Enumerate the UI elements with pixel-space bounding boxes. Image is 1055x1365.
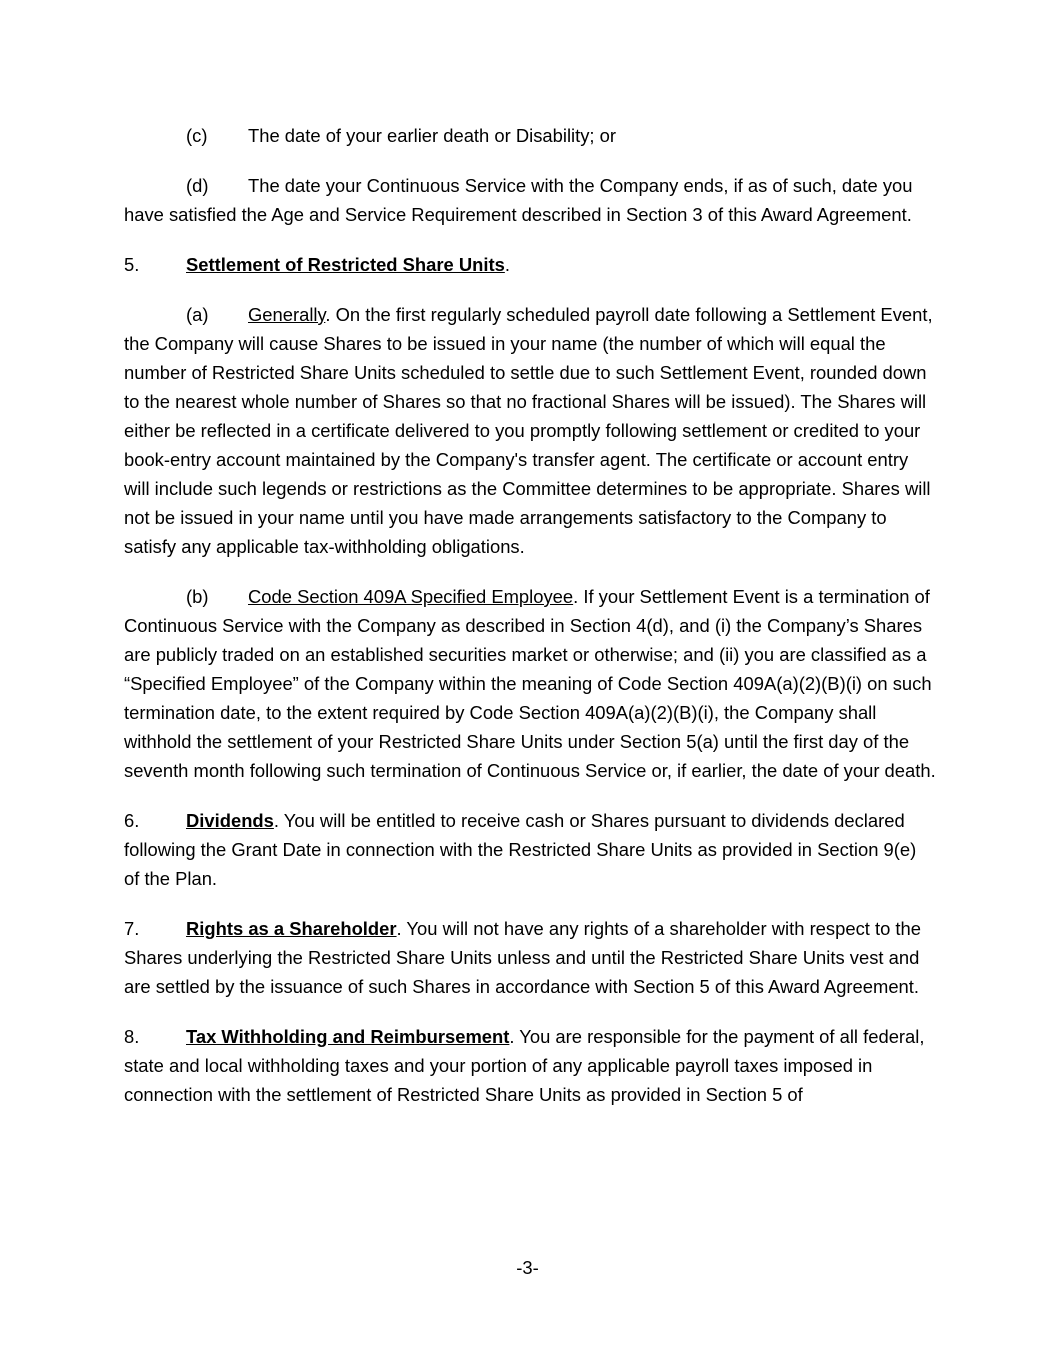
paragraph-text: The date your Continuous Service with the Company ends, if as of such, date you have satisfied the Age and Service Requirement described in Section 3 of this Award Agreement. — [124, 175, 913, 225]
paragraph-heading: Code Section 409A Specified Employee — [248, 586, 574, 607]
section-number: 7. — [124, 918, 140, 939]
section-heading: Dividends — [186, 810, 274, 831]
section-heading-period: . — [504, 254, 510, 275]
section-heading: Rights as a Shareholder — [186, 918, 397, 939]
paragraph-text: . If your Settlement Event is a termination of Continuous Service with the Company as described in Section 4(d), and (i) the Company’s Shares are publicly traded on an established securities market or otherwise; and (ii) you are classified as a “Specified Employee” of the Company within the meaning of Code Section 409A(a)(2)(B)(i) on such termination date, to the extent required by Code Section 409A(a)(2)(B)(i), the Company shall withhold the settlement of your Restricted Share Units under Section 5(a) until the first day of the seventh month following such termination of Continuous Service or, if earlier, the date of your death. — [124, 586, 936, 781]
paragraph-5a — [124, 300, 936, 561]
section-number: 6. — [124, 810, 140, 831]
paragraph-heading: Generally — [248, 304, 326, 325]
paragraph-5b — [124, 582, 936, 785]
section-text: . You are responsible for the payment of all federal, state and local withholding taxes and your portion of any applicable payroll taxes imposed in connection with the settlement of Restricted Share Units as provided in Section 5 of — [124, 1026, 925, 1105]
section-5-heading — [124, 250, 936, 279]
paragraph-4c — [124, 121, 936, 150]
section-6 — [124, 806, 936, 893]
paragraph-4d — [124, 171, 936, 229]
section-heading: Tax Withholding and Reimbursement — [186, 1026, 510, 1047]
document-body — [124, 121, 936, 1130]
section-8 — [124, 1022, 936, 1109]
paragraph-text: . On the first regularly scheduled payroll date following a Settlement Event, the Company will cause Shares to be issued in your name (the number of which will equal the number of Restricted Share Units scheduled to settle due to such Settlement Event, rounded down to the nearest whole number of Shares so that no fractional Shares will be issued). The Shares will either be reflected in a certificate delivered to you promptly following settlement or credited to your book-entry account maintained by the Company's transfer agent. The certificate or account entry will include such legends or restrictions as the Committee determines to be appropriate. Shares will not be issued in your name until you have made arrangements satisfactory to the Company to satisfy any applicable tax-withholding obligations. — [124, 304, 933, 557]
paragraph-label: (b) — [186, 586, 209, 607]
paragraph-text: The date of your earlier death or Disability; or — [248, 125, 616, 146]
section-heading: Settlement of Restricted Share Units — [186, 254, 505, 275]
section-text: . You will be entitled to receive cash or Shares pursuant to dividends declared following the Grant Date in connection with the Restricted Share Units as provided in Section 9(e) of the Plan. — [124, 810, 917, 889]
section-number: 5. — [124, 254, 140, 275]
paragraph-label: (a) — [186, 304, 209, 325]
paragraph-label: (c) — [186, 125, 208, 146]
section-7 — [124, 914, 936, 1001]
page-number: -3- — [516, 1257, 539, 1278]
section-number: 8. — [124, 1026, 140, 1047]
section-text: . You will not have any rights of a shareholder with respect to the Shares underlying the Restricted Share Units unless and until the Restricted Share Units vest and are settled by the issuance of such Shares in accordance with Section 5 of this Award Agreement. — [124, 918, 921, 997]
paragraph-label: (d) — [186, 175, 209, 196]
